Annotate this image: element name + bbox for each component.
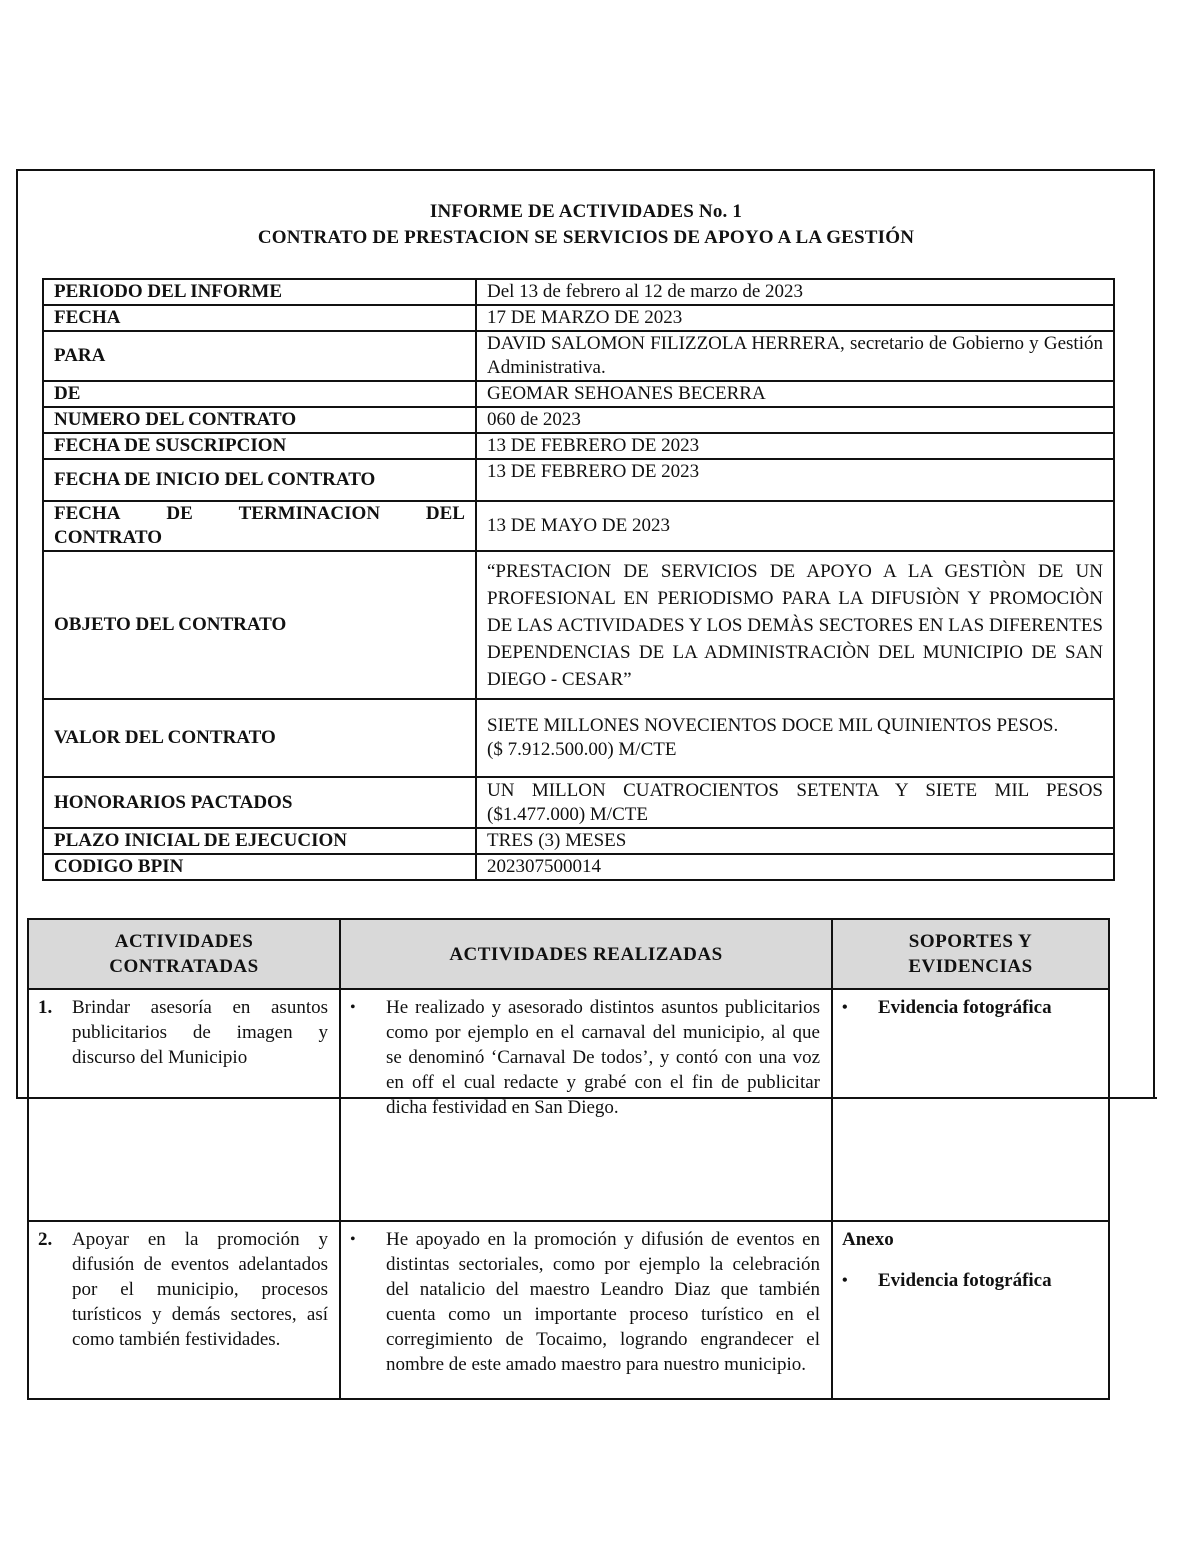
support-heading: Anexo: [842, 1229, 894, 1250]
bullet-icon: •: [350, 999, 356, 1016]
numero-contrato-label: NUMERO DEL CONTRATO: [43, 407, 476, 433]
report-title: [0, 199, 1172, 251]
info-row-inicio: [43, 459, 1114, 501]
col-contracted-header-line: CONTRATADAS: [109, 956, 259, 977]
honorarios-label: HONORARIOS PACTADOS: [43, 777, 476, 828]
bpin-value: 202307500014: [476, 854, 1114, 880]
valor-value-words: SIETE MILLONES NOVECIENTOS DOCE MIL QUINIENTOS PESOS.: [487, 715, 1059, 736]
fecha-label: FECHA: [43, 305, 476, 331]
honorarios-value: UN MILLON CUATROCIENTOS SETENTA Y SIETE MIL PESOS ($1.477.000) M/CTE: [476, 777, 1114, 828]
valor-label: VALOR DEL CONTRATO: [43, 699, 476, 777]
done-text: He apoyado en la promoción y difusión de eventos en distintas sectoriales, como por ejemplo la celebración del natalicio del maestro Leandro Diaz que también cuenta como un importante proceso turístico en el corregimiento de Tocaimo, logrando engrandecer el nombre de este amado maestro para nuestro municipio.: [386, 1229, 820, 1375]
de-label: DE: [43, 381, 476, 407]
bullet-icon: •: [842, 999, 848, 1016]
report-title-line2: CONTRATO DE PRESTACION SE SERVICIOS DE APOYO A LA GESTIÓN: [257, 227, 915, 248]
col-support-header-line: EVIDENCIAS: [908, 956, 1033, 977]
row-number: 1.: [38, 997, 53, 1018]
contract-info-table: [42, 278, 1115, 881]
info-row-terminacion: [43, 501, 1114, 551]
terminacion-label-word: FECHA: [54, 503, 121, 524]
col-support-header: [832, 919, 1109, 989]
bpin-label: CODIGO BPIN: [43, 854, 476, 880]
activities-table: [27, 918, 1110, 1400]
suscripcion-label: FECHA DE SUSCRIPCION: [43, 433, 476, 459]
report-title-line1: INFORME DE ACTIVIDADES No. 1: [429, 201, 743, 222]
done-text: He realizado y asesorado distintos asuntos publicitarios como por ejemplo en el carnaval del municipio, al que se denominó ‘Carnaval De todos’, y contó con una voz en off el cual redacte y grabé con el fin de publicitar dicha festividad en San Diego.: [386, 997, 820, 1118]
bullet-icon: •: [842, 1272, 848, 1289]
col-contracted-header-line: ACTIVIDADES: [114, 931, 254, 952]
contracted-cell: [28, 989, 340, 1221]
support-text: Evidencia fotográfica: [878, 1270, 1052, 1291]
done-cell: [340, 989, 832, 1221]
fecha-value: 17 DE MARZO DE 2023: [476, 305, 1114, 331]
col-done-header: ACTIVIDADES REALIZADAS: [340, 919, 832, 989]
plazo-label: PLAZO INICIAL DE EJECUCION: [43, 828, 476, 854]
info-row-para: [43, 331, 1114, 381]
terminacion-value: 13 DE MAYO DE 2023: [476, 501, 1114, 551]
valor-value-amount: ($ 7.912.500.00) M/CTE: [487, 739, 677, 760]
support-cell: [832, 989, 1109, 1221]
terminacion-label-word: CONTRATO: [54, 527, 163, 548]
terminacion-label-word: DEL: [425, 503, 465, 524]
valor-value: [476, 699, 1114, 777]
info-row-objeto: [43, 551, 1114, 699]
numero-contrato-value: 060 de 2023: [476, 407, 1114, 433]
info-row-honorarios: [43, 777, 1114, 828]
row-number: 2.: [38, 1229, 53, 1250]
activities-header-row: [28, 919, 1109, 989]
periodo-value: Del 13 de febrero al 12 de marzo de 2023: [476, 279, 1114, 305]
terminacion-label: [43, 501, 476, 551]
info-row-valor: [43, 699, 1114, 777]
de-value: GEOMAR SEHOANES BECERRA: [476, 381, 1114, 407]
suscripcion-value: 13 DE FEBRERO DE 2023: [476, 433, 1114, 459]
info-row-de: [43, 381, 1114, 407]
contracted-text: Brindar asesoría en asuntos publicitarios de imagen y discurso del Municipio: [72, 997, 328, 1068]
inicio-value: 13 DE FEBRERO DE 2023: [476, 459, 1114, 501]
col-support-header-line: SOPORTES Y: [908, 931, 1033, 952]
info-row-suscripcion: [43, 433, 1114, 459]
info-row-fecha: [43, 305, 1114, 331]
support-cell: [832, 1221, 1109, 1399]
table-row: [28, 989, 1109, 1221]
para-value: DAVID SALOMON FILIZZOLA HERRERA, secretario de Gobierno y Gestión Administrativa.: [476, 331, 1114, 381]
info-row-periodo: [43, 279, 1114, 305]
terminacion-label-word: TERMINACION: [238, 503, 381, 524]
info-row-numero: [43, 407, 1114, 433]
periodo-label: PERIODO DEL INFORME: [43, 279, 476, 305]
bullet-icon: •: [350, 1231, 356, 1248]
done-cell: [340, 1221, 832, 1399]
terminacion-label-word: DE: [166, 503, 193, 524]
inicio-label: FECHA DE INICIO DEL CONTRATO: [43, 459, 476, 501]
plazo-value: TRES (3) MESES: [476, 828, 1114, 854]
para-label: PARA: [43, 331, 476, 381]
contracted-text: Apoyar en la promoción y difusión de eventos adelantados por el municipio, procesos turísticos y demás sectores, así como también festividades.: [72, 1229, 328, 1350]
contracted-cell: [28, 1221, 340, 1399]
objeto-label: OBJETO DEL CONTRATO: [43, 551, 476, 699]
col-contracted-header: [28, 919, 340, 989]
info-row-bpin: [43, 854, 1114, 880]
table-row: [28, 1221, 1109, 1399]
info-row-plazo: [43, 828, 1114, 854]
objeto-value: “PRESTACION DE SERVICIOS DE APOYO A LA GESTIÒN DE UN PROFESIONAL EN PERIODISMO PARA LA DIFUSIÒN Y PROMOCIÒN DE LAS ACTIVIDADES Y LOS DEMÀS SECTORES EN LAS DIFERENTES DEPENDENCIAS DE LA ADMINISTRACIÒN DEL MUNICIPIO DE SAN DIEGO - CESAR”: [476, 551, 1114, 699]
support-text: Evidencia fotográfica: [878, 997, 1052, 1018]
